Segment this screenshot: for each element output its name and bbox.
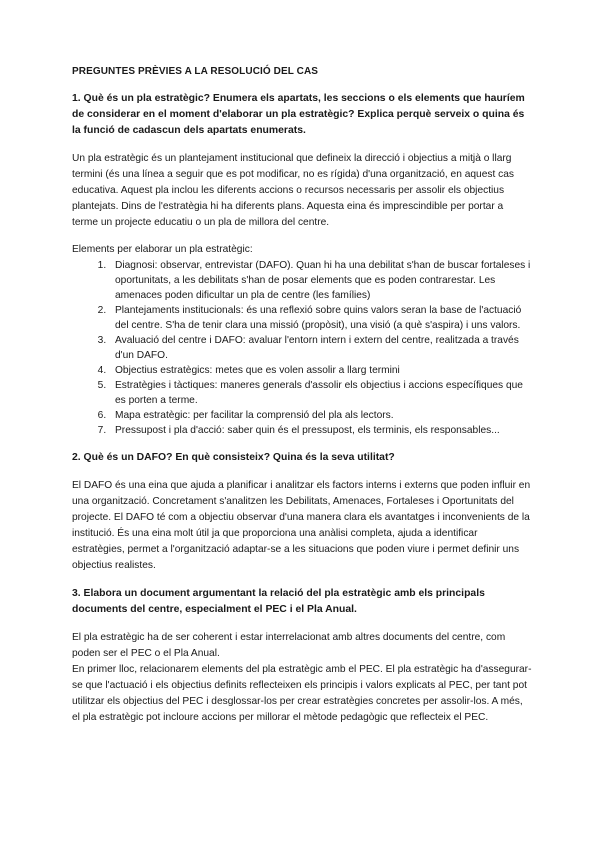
- document-content: [72, 66, 532, 726]
- list-item: 4. Objectius estratègics: metes que es volen assolir a llarg termini: [109, 363, 532, 378]
- list-item: 3. Avaluació del centre i DAFO: avaluar l'entorn intern i extern del centre, realitzada a través d'un DAFO.: [109, 333, 532, 363]
- list-item: 6. Mapa estratègic: per facilitar la comprensió del pla als lectors.: [109, 408, 532, 423]
- list-item: 7. Pressupost i pla d'acció: saber quin és el pressupost, els terminis, els responsables...: [109, 423, 532, 438]
- answer-2-paragraph: El DAFO és una eina que ajuda a planificar i analitzar els factors interns i externs que poden influir en una organització. Concretament s'analitzen les Debilitats, Amenaces, Fortaleses i Oportunitats del projecte. El DAFO té com a objectiu observar d'una manera clara els avantatges i inconvenients de la institució. És una eina molt útil ja que proporciona una anàlisi completa, ajuda a identificar estratègies, permet a l'organització adaptar-se a les situacions que poden viure i permet definir uns objectius realistes.: [72, 480, 531, 571]
- list-item: 5. Estratègies i tàctiques: maneres generals d'assolir els objectius i accions específiques que es porten a terme.: [109, 378, 532, 408]
- answer-3-paragraph-2: En primer lloc, relacionarem elements del pla estratègic amb el PEC. El pla estratègic ha d'assegurar-se que l'actuació i els objectius definits reflecteixen els principis i valors explicats al PEC, per tant pot utilitzar els objectius del PEC i desglossar-los per crear estratègies concretes per assolir-los. A més, el pla estratègic pot incloure accions per millorar el mètode pedagògic que reflecteix el PEC.: [72, 664, 532, 723]
- question-1: 1. Què és un pla estratègic? Enumera els apartats, les seccions o els elements que hauríem de considerar en el moment d'elaborar un pla estratègic? Explica perquè serveix o quina és la funció de cadascun dels apartats enumerats.: [72, 93, 525, 136]
- question-3: 3. Elabora un document argumentant la relació del pla estratègic amb els principals documents del centre, especialment el PEC i el Pla Anual.: [72, 588, 485, 615]
- elements-list: [72, 258, 532, 438]
- answer-3-paragraph-1: El pla estratègic ha de ser coherent i estar interrelacionat amb altres documents del centre, com poden ser el PEC o el Pla Anual.: [72, 632, 506, 659]
- elements-list-intro: Elements per elaborar un pla estratègic:: [72, 244, 253, 255]
- list-item: 2. Plantejaments institucionals: és una reflexió sobre quins valors seran la base de l'actuació del centre. S'ha de tenir clara una missió (propòsit), una visió (a què s'aspira) i uns valors.: [109, 303, 532, 333]
- document-title: PREGUNTES PRÈVIES A LA RESOLUCIÓ DEL CAS: [72, 66, 319, 77]
- question-2: 2. Què és un DAFO? En què consisteix? Quina és la seva utilitat?: [72, 452, 395, 463]
- answer-1-paragraph: Un pla estratègic és un plantejament institucional que defineix la direcció i objectius a mitjà o llarg termini (és una línea a seguir que es pot modificar, no es rígida) d'una organització, en aquest cas educativa. Aquest pla inclou les diferents accions o recursos necessaris per assolir els objectius plantejats. Dins de l'estratègia hi ha diferents plans. Aquesta eina és imprescindible per portar a terme un projecte educatiu o un pla de millora del centre.: [72, 153, 514, 228]
- list-item: 1. Diagnosi: observar, entrevistar (DAFO). Quan hi ha una debilitat s'han de buscar fortaleses i oportunitats, a les debilitats s'han de posar elements que es poden contrarestar. Les amenaces poden dificultar un pla de centre (les famílies): [109, 258, 532, 303]
